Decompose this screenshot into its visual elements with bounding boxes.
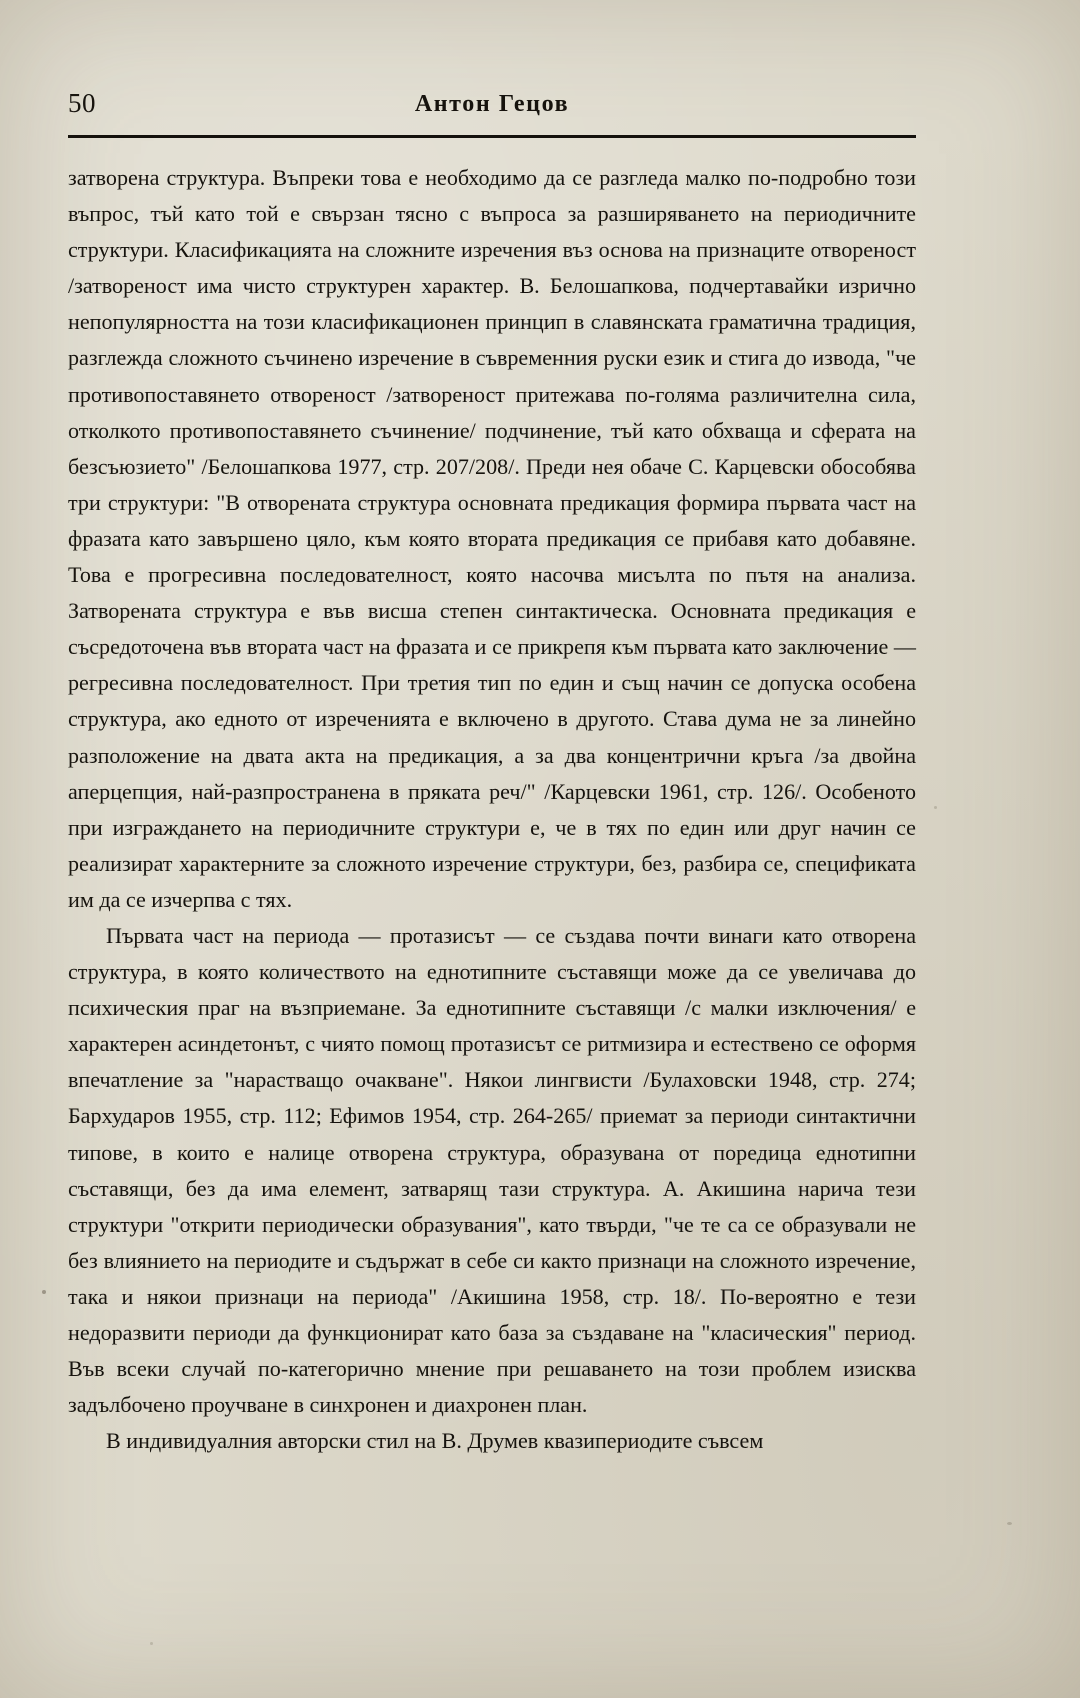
page-header: [68, 86, 916, 130]
page-number: 50: [68, 88, 96, 118]
body-text: [68, 160, 916, 1459]
paper-speck: [1007, 1522, 1012, 1525]
header-rule: [68, 135, 916, 138]
page-content: [68, 86, 916, 1454]
paragraph-1: затворена структура. Въпреки това е необходимо да се разгледа малко по-подробно този въпрос, тъй като той е свързан тясно с въпроса за разширяването на периодичните структури. Класификацията на сложните изречения въз основа на признаците отвореност /затвореност има чисто структурен характер. В. Белошапкова, подчертавайки изрично непопулярността на този класификационен принцип в славянската граматична традиция, разглежда сложното съчинено изречение в съвременния руски език и стига до извода, "че противопоставянето отвореност /затвореност притежава по-голяма различителна сила, отколкото противопоставянето съчинение/ подчинение, тъй като обхваща и сферата на безсъюзието" /Белошапкова 1977, стр. 207/208/. Преди нея обаче С. Карцевски обособява три структури: "В отворената структура основната предикация формира първата част на фразата като завършено цяло, към която втората предикация се прибавя като добавяне. Това е прогресивна последователност, която насочва мисълта по пътя на анализа. Затворената структура е във висша степен синтактическа. Основната предикация е съсредоточена във втората част на фразата и се прикрепя към първата като заключение — регресивна последователност. При третия тип по един и същ начин се допуска особена структура, ако едното от изреченията е включено в другото. Става дума не за линейно разположение на двата акта на предикация, а за два концентрични кръга /за двойна аперцепция, най-разпространена в пряката реч/" /Карцевски 1961, стр. 126/. Особеното при изграждането на периодичните структури е, че в тях по един или друг начин се реализират характерните за сложното изречение структури, без, разбира се, спецификата им да се изчерпва с тях.: [68, 165, 916, 912]
paper-speck: [934, 806, 937, 809]
paragraph-2: Първата част на периода — протазисът — се създава почти винаги като отворена структура, в която количеството на еднотипните съставящи може да се увеличава до психическия праг на възприемане. За еднотипните съставящи /с малки изключения/ е характерен асиндетонът, с чиято помощ протазисът се ритмизира и естествено се оформя впечатление за "нарастващо очакване". Някои лингвисти /Булаховски 1948, стр. 274; Бархударов 1955, стр. 112; Ефимов 1954, стр. 264-265/ приемат за периоди синтактични типове, в които е налице отворена структура, образувана от поредица еднотипни съставящи, без да има елемент, затварящ тази структура. А. Акишина нарича тези структури "открити периодически образувания", като твърди, "че те са се образували не без влиянието на периодите и съдържат в себе си както признаци на сложното изречение, така и някои признаци на периода" /Акишина 1958, стр. 18/. По-вероятно е тези недоразвити периоди да функционират като база за създаване на "класическия" период. Във всеки случай по-категорично мнение при решаването на този проблем изисква задълбочено проучване в синхронен и диахронен план.: [68, 922, 916, 1418]
paper-speck: [150, 1642, 153, 1645]
paragraph-3: В индивидуалния авторски стил на В. Друмев квазипериодите съвсем: [106, 1428, 764, 1454]
paper-speck: [42, 1290, 46, 1294]
running-title: Антон Гецов: [414, 91, 570, 117]
